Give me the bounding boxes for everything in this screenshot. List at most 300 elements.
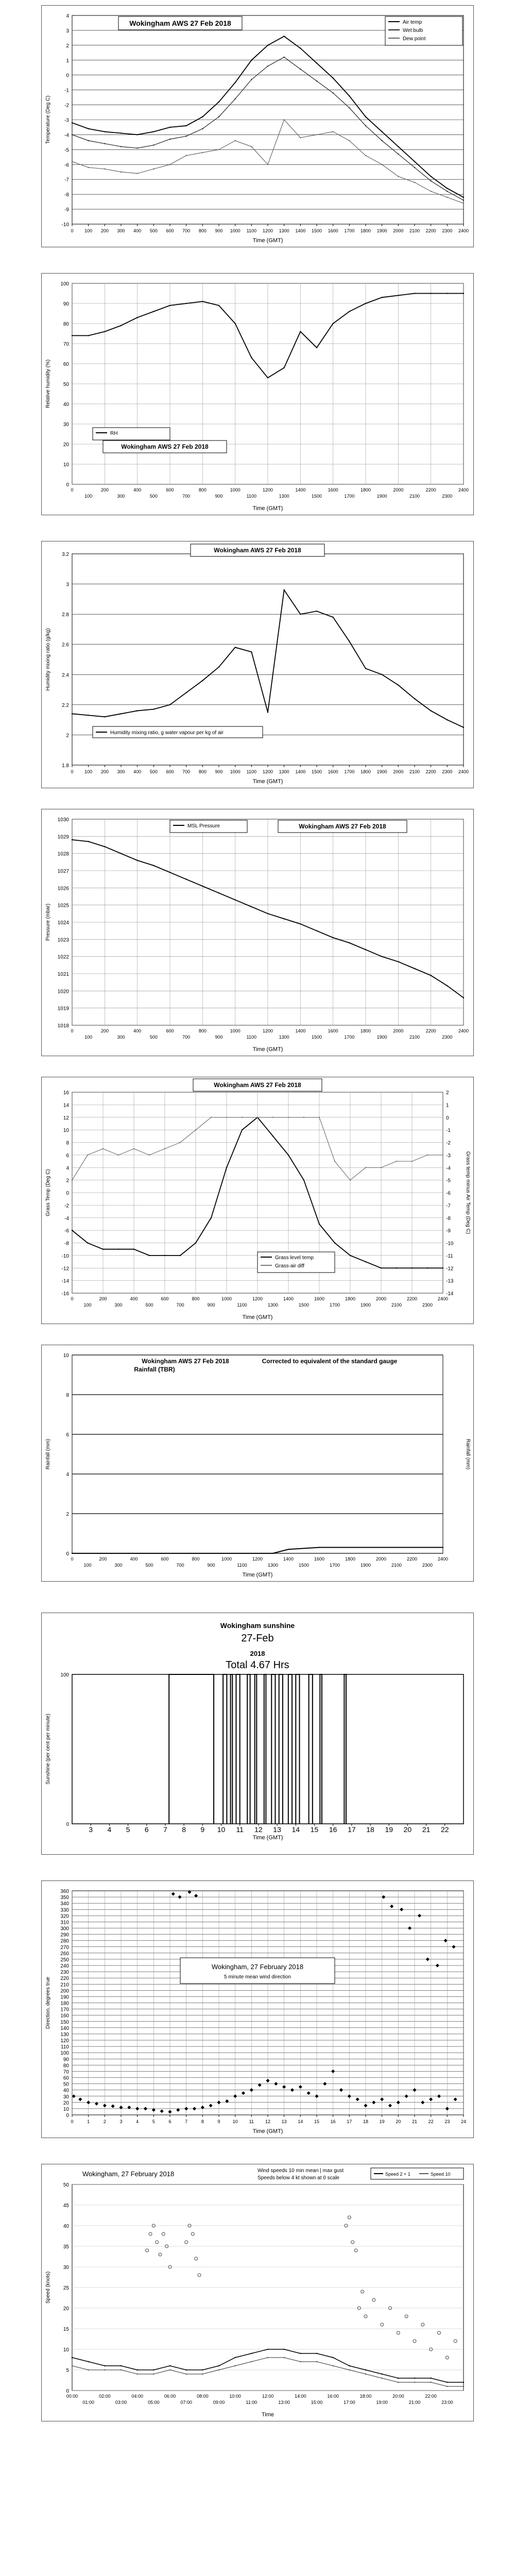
- x-tick-label: 2400: [437, 1296, 449, 1301]
- series-line-point: [316, 80, 317, 81]
- y-tick-label: 310: [60, 1920, 69, 1926]
- series-line-point: [251, 146, 252, 147]
- series-line-point: [153, 865, 154, 866]
- y-tick-label: -10: [61, 1253, 69, 1259]
- x-tick-label: 700: [176, 1563, 184, 1568]
- x-tick-label: 800: [198, 1028, 207, 1033]
- series-line-point: [414, 293, 415, 294]
- y-tick-label: 220: [60, 1976, 69, 1982]
- y-tick-label: 0: [66, 73, 69, 79]
- y-tick-label: -4: [64, 132, 69, 139]
- series-line-point: [88, 128, 89, 129]
- x-tick-label: 800: [198, 769, 207, 774]
- x-tick-label: 0: [71, 1556, 74, 1562]
- x-tick-label: 15: [310, 1825, 319, 1834]
- x-tick-label: 23:00: [441, 2400, 453, 2405]
- series-line-point: [414, 161, 415, 162]
- series-line-right-point: [334, 1161, 335, 1162]
- series-line-point: [463, 997, 464, 998]
- legend-label: Wet bulb: [403, 28, 423, 33]
- x-tick-label: 13:00: [278, 2400, 290, 2405]
- x-tick-label: 2100: [409, 769, 420, 774]
- y-axis-label: Rainfall (mm): [45, 1438, 51, 1470]
- y-tick-label: 2.2: [62, 702, 69, 708]
- series-line-point: [195, 1242, 196, 1243]
- y-tick-label: 3: [66, 28, 69, 34]
- chart-title: Wokingham AWS 27 Feb 2018: [214, 547, 301, 554]
- series-line-point: [381, 2374, 382, 2375]
- x-axis-label: Time (GMT): [252, 1835, 283, 1841]
- series-line-point: [136, 147, 138, 148]
- series-line-point: [267, 65, 268, 66]
- y-tick-label: 170: [60, 2007, 69, 2013]
- y-tick-label: 80: [63, 321, 69, 327]
- x-tick-label: 1500: [311, 769, 322, 774]
- y-tick-label: 100: [60, 1672, 69, 1678]
- x-tick-label: 500: [145, 1302, 153, 1308]
- x-tick-label: 0: [71, 1296, 74, 1301]
- rainfall-chart-panel: [41, 1345, 474, 1582]
- wind-direction-chart: [41, 1880, 474, 2138]
- y-tick-label: 110: [61, 2044, 69, 2050]
- y-tick-label: 4: [66, 1165, 69, 1172]
- x-tick-label: 10: [217, 1825, 226, 1834]
- x-tick-label: 2300: [422, 1302, 433, 1308]
- series-line-point: [153, 708, 154, 709]
- series-line-point: [316, 611, 317, 612]
- x-tick-label: 10: [232, 2119, 238, 2124]
- x-tick-label: 1900: [376, 494, 387, 499]
- y-tick-label: 1024: [57, 920, 69, 926]
- x-tick-label: 23: [444, 2119, 450, 2124]
- series-line-point: [202, 128, 203, 129]
- series-line-point: [121, 713, 122, 714]
- x-tick-label: 1400: [295, 487, 306, 493]
- y-tick-label: 1030: [57, 817, 69, 823]
- x-tick-label: 500: [149, 769, 158, 774]
- series-line-point: [447, 2382, 448, 2383]
- x-tick-label: 0: [71, 228, 74, 233]
- x-tick-label: 200: [100, 769, 109, 774]
- legend-label: MSL Pressure: [187, 823, 220, 829]
- x-tick-label: 400: [133, 1028, 142, 1033]
- y-tick-label: 270: [60, 1944, 69, 1951]
- y-tick-label: 10: [63, 1128, 69, 1134]
- x-tick-label: 1: [87, 2119, 90, 2124]
- series-line-point: [218, 149, 219, 150]
- series-line-point: [226, 1167, 227, 1168]
- chart-title: Wokingham sunshine: [220, 1621, 295, 1630]
- y-tick-label: 210: [60, 1982, 69, 1988]
- y-tick-label: -10: [61, 222, 69, 228]
- x-tick-label: 2000: [375, 1296, 387, 1301]
- series-line-point: [251, 79, 252, 80]
- x-tick-label: 1100: [246, 769, 257, 774]
- x-tick-label: 22:00: [425, 2394, 437, 2399]
- y-axis-label: Relative humidity (%): [45, 359, 51, 409]
- chart-subtitle: 5 minute mean wind direction: [224, 1974, 291, 1980]
- y-tick-label: 300: [60, 1926, 69, 1932]
- series-line-point: [185, 303, 186, 304]
- y-tick-label: 1026: [57, 886, 69, 892]
- chart-subtitle: 27-Feb: [241, 1633, 274, 1644]
- x-tick-label: 2400: [458, 487, 469, 493]
- x-tick-label: 2200: [425, 487, 436, 493]
- y-tick-label: 12: [63, 1115, 69, 1121]
- series-line-point: [365, 2374, 366, 2375]
- series-line-point: [88, 715, 89, 716]
- pressure-chart: [41, 809, 474, 1056]
- y-tick-label: 70: [63, 2069, 69, 2075]
- series-line-point: [104, 168, 105, 170]
- series-line-point: [316, 62, 317, 63]
- plot-area: [72, 1674, 464, 1824]
- series-line-point: [88, 2369, 89, 2370]
- y-tick-label: 1022: [57, 954, 69, 960]
- series-line-right-point: [211, 1117, 212, 1118]
- series-line-point: [283, 2349, 284, 2350]
- legend-label: Grass-air diff: [275, 1263, 305, 1269]
- y-tick-label: 1021: [57, 972, 69, 977]
- x-tick-label: 1700: [344, 494, 355, 499]
- series-line-point: [300, 47, 301, 48]
- y-tick-label: 20: [63, 442, 69, 448]
- x-tick-label: 900: [207, 1563, 215, 1568]
- y-tick-label: 20: [63, 2306, 69, 2312]
- legend-label: Humidity mixing ratio, g water vapour per kg of air: [110, 730, 224, 736]
- y-tick-label: 80: [63, 2063, 69, 2069]
- y-tick-label: 0: [66, 1822, 69, 1827]
- series-line-point: [104, 716, 105, 717]
- y-tick-label: 2: [66, 43, 69, 49]
- series-line-point: [218, 305, 219, 306]
- y-tick-label: 10: [63, 1353, 69, 1359]
- y-tick-label: 130: [60, 2031, 69, 2038]
- x-tick-label: 1500: [311, 494, 322, 499]
- x-tick-label: 04:00: [131, 2394, 143, 2399]
- x-tick-label: 400: [130, 1556, 138, 1562]
- chart-total: Total 4.67 Hrs: [226, 1659, 289, 1671]
- x-tick-label: 400: [133, 769, 142, 774]
- x-tick-label: 13: [273, 1825, 281, 1834]
- x-tick-label: 4: [136, 2119, 139, 2124]
- series-line-right-point: [118, 1155, 119, 1156]
- x-tick-label: 100: [84, 494, 93, 499]
- x-tick-label: 1300: [279, 228, 289, 233]
- humidity-chart-panel: [41, 273, 474, 515]
- y-tick-label: 1027: [57, 869, 69, 874]
- series-line-point: [365, 2369, 366, 2370]
- series-line-point: [104, 131, 105, 132]
- series-line-point: [430, 180, 431, 181]
- series-line-point: [153, 144, 154, 145]
- x-tick-label: 3: [89, 1825, 93, 1834]
- y-tick-label: -6: [64, 1228, 69, 1234]
- series-line-point: [185, 125, 186, 126]
- x-tick-label: 1400: [295, 228, 306, 233]
- x-tick-label: 200: [99, 1296, 107, 1301]
- series-line-point: [332, 131, 333, 132]
- x-tick-label: 1000: [221, 1296, 232, 1301]
- series-line-point: [118, 1248, 119, 1249]
- series-line-point: [72, 2357, 73, 2358]
- y-tick-label: 280: [60, 1938, 69, 1944]
- series-line-point: [283, 57, 284, 58]
- series-line-point: [234, 98, 235, 99]
- x-tick-label: 300: [117, 769, 125, 774]
- x-axis-label: Time (GMT): [252, 2128, 283, 2134]
- series-line-point: [153, 2374, 154, 2375]
- grass-temp-chart: [41, 1077, 474, 1324]
- x-tick-label: 2300: [422, 1563, 433, 1568]
- x-tick-label: 10:00: [229, 2394, 241, 2399]
- x-tick-label: 1400: [295, 1028, 306, 1033]
- y-tick-label: 250: [60, 1957, 69, 1963]
- series-line-point: [104, 331, 105, 332]
- series-line-point: [185, 155, 186, 156]
- series-line-point: [283, 36, 284, 37]
- series-line-point: [88, 335, 89, 336]
- x-tick-label: 0: [71, 769, 74, 774]
- x-tick-label: 1000: [230, 228, 241, 233]
- series-line-point: [463, 727, 464, 728]
- x-tick-label: 2400: [458, 769, 469, 774]
- x-tick-label: 500: [145, 1563, 153, 1568]
- y-tick-label: 100: [60, 281, 69, 287]
- y-tick-label: -8: [64, 192, 69, 198]
- series-line-point: [300, 331, 301, 332]
- series-line-point: [365, 303, 366, 304]
- x-tick-label: 16: [329, 1825, 337, 1834]
- series-line-point: [88, 140, 89, 141]
- x-tick-label: 1200: [262, 1028, 273, 1033]
- y2-tick-label: -3: [446, 1153, 451, 1159]
- series-line-point: [169, 139, 170, 140]
- mixing-ratio-chart: [41, 541, 474, 788]
- y-tick-label: 230: [60, 1970, 69, 1976]
- y2-tick-label: 1: [446, 1103, 449, 1109]
- chart-title: Wokingham, 27 February 2018: [82, 2170, 175, 2178]
- x-tick-label: 1600: [328, 228, 338, 233]
- series-line-point: [427, 1267, 428, 1268]
- series-line-right-point: [102, 1148, 104, 1149]
- x-tick-label: 12: [265, 2119, 271, 2124]
- series-line-point: [169, 2369, 170, 2370]
- series-line-point: [365, 155, 366, 156]
- x-tick-label: 0: [71, 487, 74, 493]
- x-tick-label: 1000: [230, 487, 241, 493]
- legend-label: Speed 2 + 1: [385, 2172, 410, 2177]
- x-tick-label: 2200: [425, 1028, 436, 1033]
- x-tick-label: 300: [114, 1563, 123, 1568]
- x-tick-label: 500: [149, 1035, 158, 1040]
- series-line-point: [300, 137, 301, 138]
- series-line-point: [414, 698, 415, 699]
- y-tick-label: 140: [60, 2025, 69, 2031]
- series-line-point: [72, 1230, 73, 1231]
- series-line-point: [398, 2382, 399, 2383]
- y-tick-label: 200: [60, 1988, 69, 1994]
- x-tick-label: 100: [84, 1035, 93, 1040]
- series-line-point: [267, 2349, 268, 2350]
- y-tick-label: 0: [66, 2113, 69, 2119]
- x-tick-label: 22: [441, 1825, 449, 1834]
- series-line-point: [332, 92, 333, 93]
- x-tick-label: 1100: [237, 1563, 247, 1568]
- series-line-point: [234, 2357, 235, 2358]
- series-line-point: [72, 335, 73, 336]
- x-tick-label: 200: [100, 228, 109, 233]
- x-tick-label: 6: [168, 2119, 171, 2124]
- chart-title: Wokingham AWS 27 Feb 2018: [214, 1081, 301, 1089]
- x-tick-label: 2100: [409, 228, 420, 233]
- x-tick-label: 20: [396, 2119, 401, 2124]
- series-line-point: [398, 146, 399, 147]
- x-tick-label: 3: [119, 2119, 123, 2124]
- series-line-point: [136, 710, 138, 711]
- x-tick-label: 11: [249, 2119, 254, 2124]
- series-line-right-point: [242, 1117, 243, 1118]
- y2-axis-label: Grass temp minus Air Temp (Deg C): [465, 1151, 471, 1234]
- x-tick-label: 1800: [360, 228, 371, 233]
- x-tick-label: 1500: [311, 228, 322, 233]
- x-tick-label: 1500: [311, 1035, 322, 1040]
- series-line-point: [88, 841, 89, 842]
- series-line-point: [414, 182, 415, 183]
- series-line-point: [447, 293, 448, 294]
- y-tick-label: 0: [66, 1191, 69, 1196]
- x-tick-label: 08:00: [197, 2394, 209, 2399]
- chart-title: Wokingham AWS 27 Feb 2018: [121, 443, 209, 450]
- series-line-point: [334, 1242, 335, 1243]
- y-tick-label: 90: [63, 2057, 69, 2063]
- series-line-point: [288, 1549, 289, 1550]
- y2-tick-label: -12: [446, 1266, 454, 1272]
- y-tick-label: -5: [64, 147, 69, 154]
- x-tick-label: 1100: [246, 228, 257, 233]
- x-tick-label: 17: [348, 1825, 356, 1834]
- series-line-point: [251, 357, 252, 358]
- chart-subtitle: Rainfall (TBR): [134, 1366, 175, 1373]
- series-line-point: [463, 202, 464, 204]
- y-axis-label: Pressure (mbar): [45, 903, 51, 941]
- wind-speed-chart: [41, 2164, 474, 2421]
- series-line-point: [414, 968, 415, 969]
- series-line-right-point: [72, 1179, 73, 1180]
- x-tick-label: 20:00: [392, 2394, 404, 2399]
- x-tick-label: 100: [83, 1563, 92, 1568]
- x-tick-label: 12:00: [262, 2394, 274, 2399]
- x-tick-label: 200: [99, 1556, 107, 1562]
- y-tick-label: 330: [60, 1907, 69, 1913]
- series-line-point: [442, 1547, 443, 1548]
- series-line-point: [283, 367, 284, 368]
- y-tick-label: -4: [64, 1215, 69, 1222]
- x-tick-label: 600: [166, 1028, 174, 1033]
- y-tick-label: 180: [60, 2001, 69, 2007]
- y-tick-label: 0: [66, 1551, 69, 1557]
- x-tick-label: 21:00: [408, 2400, 421, 2405]
- humidity-chart: [41, 273, 474, 515]
- x-tick-label: 2400: [458, 228, 469, 233]
- series-line-point: [430, 2382, 431, 2383]
- x-tick-label: 800: [198, 228, 207, 233]
- series-line-point: [332, 2365, 333, 2366]
- series-line-point: [447, 197, 448, 198]
- y2-tick-label: -4: [446, 1165, 451, 1172]
- y2-tick-label: -9: [446, 1228, 451, 1234]
- x-tick-label: 2300: [442, 494, 453, 499]
- series-line-point: [381, 131, 382, 132]
- x-tick-label: 2000: [393, 769, 404, 774]
- series-line-point: [430, 293, 431, 294]
- x-tick-label: 18: [363, 2119, 369, 2124]
- y2-tick-label: 2: [446, 1090, 449, 1096]
- series-line-point: [349, 140, 350, 141]
- x-tick-label: 200: [100, 1028, 109, 1033]
- x-tick-label: 1200: [262, 487, 273, 493]
- wind-direction-chart-panel: [41, 1880, 474, 2138]
- x-tick-label: 1400: [283, 1556, 294, 1562]
- x-tick-label: 500: [149, 228, 158, 233]
- series-line-point: [283, 589, 284, 590]
- series-line-point: [185, 2369, 186, 2370]
- series-line-point: [185, 135, 186, 137]
- x-tick-label: 2000: [393, 487, 404, 493]
- y-axis-label: Temperature (Deg C): [45, 95, 51, 144]
- y-tick-label: 0: [66, 2388, 69, 2394]
- x-tick-label: 2200: [406, 1556, 418, 1562]
- x-tick-label: 2200: [425, 228, 436, 233]
- x-tick-label: 1800: [360, 769, 371, 774]
- series-line-point: [169, 127, 170, 128]
- x-tick-label: 100: [84, 228, 93, 233]
- y-tick-label: -14: [61, 1278, 69, 1284]
- x-tick-label: 1100: [246, 494, 257, 499]
- y-tick-label: 1: [66, 58, 69, 64]
- y-tick-label: 1023: [57, 937, 69, 943]
- y-tick-label: 1018: [57, 1023, 69, 1029]
- y-tick-label: 3: [66, 582, 69, 588]
- series-line-point: [332, 323, 333, 324]
- series-line-point: [121, 2365, 122, 2366]
- series-line-point: [136, 2374, 138, 2375]
- x-tick-label: 7: [185, 2119, 188, 2124]
- x-tick-label: 1600: [328, 487, 338, 493]
- x-tick-label: 02:00: [99, 2394, 111, 2399]
- y-tick-label: 14: [63, 1103, 69, 1109]
- x-tick-label: 900: [215, 1035, 223, 1040]
- series-line-point: [398, 685, 399, 686]
- x-tick-label: 4: [107, 1825, 112, 1834]
- chart-title: Wokingham AWS 27 Feb 2018: [129, 19, 231, 27]
- series-line-point: [87, 1242, 88, 1243]
- series-line-point: [300, 2353, 301, 2354]
- x-tick-label: 1000: [230, 769, 241, 774]
- series-line-point: [381, 674, 382, 675]
- x-tick-label: 1200: [262, 228, 273, 233]
- x-tick-label: 18: [366, 1825, 374, 1834]
- chart-annotation: Corrected to equivalent of the standard gauge: [262, 1358, 398, 1365]
- series-line-point: [398, 2378, 399, 2379]
- series-line-point: [234, 323, 235, 324]
- x-tick-label: 2: [103, 2119, 106, 2124]
- series-line-point: [104, 2369, 105, 2370]
- series-line-point: [104, 143, 105, 144]
- y2-tick-label: -1: [446, 1128, 451, 1134]
- series-line-point: [414, 167, 415, 168]
- y-tick-label: 70: [63, 342, 69, 347]
